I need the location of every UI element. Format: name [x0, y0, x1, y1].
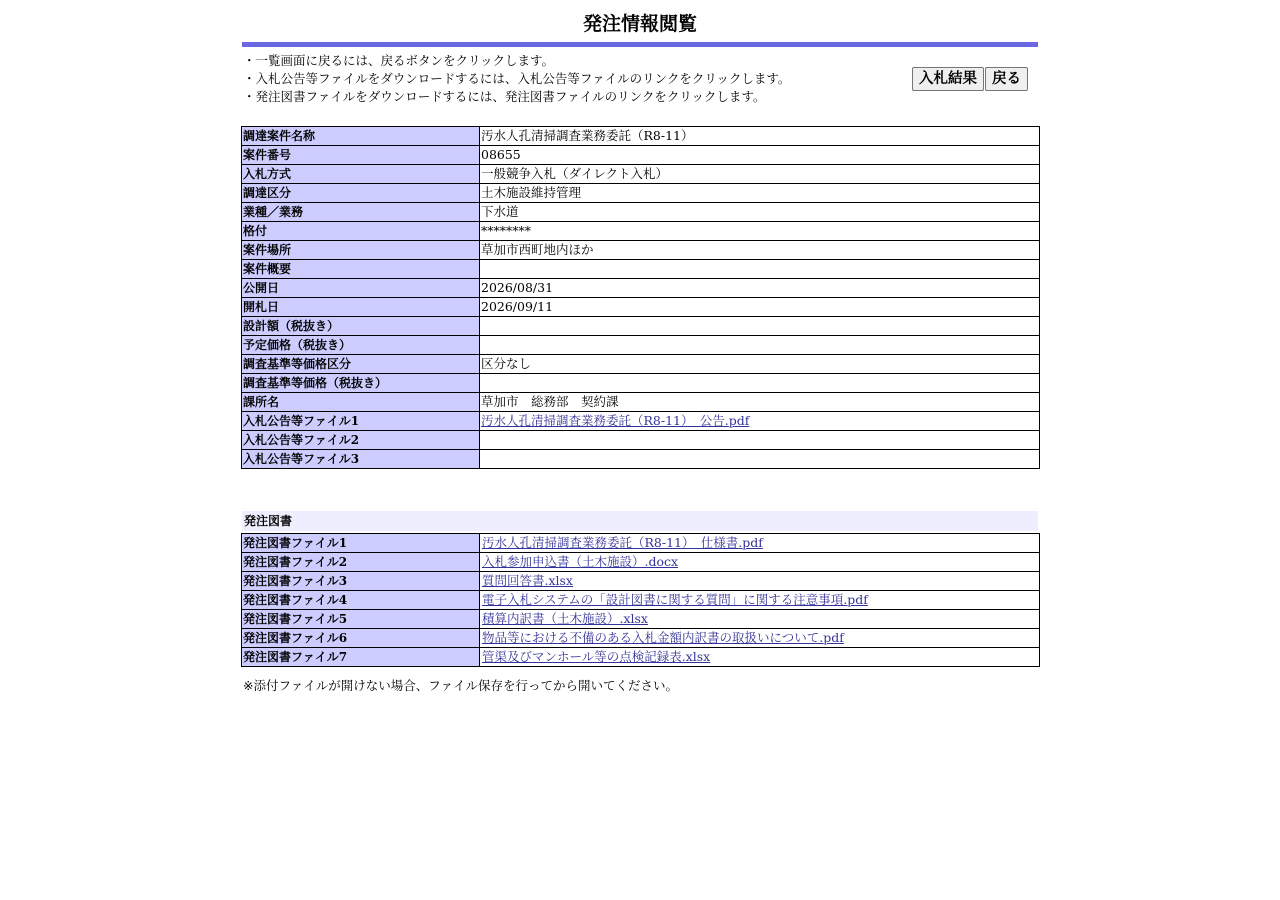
field-label: 入札公告等ファイル1	[242, 412, 480, 431]
details-row	[242, 317, 1040, 336]
details-row	[242, 355, 1040, 374]
file-download-link[interactable]: 電子入札システムの「設計図書に関する質問」に関する注意事項.pdf	[482, 592, 868, 607]
attachment-note: ※添付ファイルが開けない場合、ファイル保存を行ってから開いてください。	[243, 678, 678, 693]
field-label: 設計額（税抜き）	[242, 317, 480, 336]
title-divider	[242, 42, 1038, 47]
field-value	[480, 629, 1040, 648]
field-label: 案件場所	[242, 241, 480, 260]
field-value	[480, 317, 1040, 336]
field-label: 発注図書ファイル1	[242, 534, 480, 553]
details-row	[242, 184, 1040, 203]
button-group	[912, 67, 1029, 91]
details-row	[242, 279, 1040, 298]
field-value: 下水道	[480, 203, 1040, 222]
document-row	[242, 629, 1040, 648]
field-label: 予定価格（税抜き）	[242, 336, 480, 355]
details-row	[242, 146, 1040, 165]
page-title: 発注情報閲覧	[582, 13, 697, 35]
field-value	[480, 648, 1040, 667]
document-row	[242, 572, 1040, 591]
details-row	[242, 450, 1040, 469]
field-label: 業種／業務	[242, 203, 480, 222]
details-row	[242, 431, 1040, 450]
document-row	[242, 553, 1040, 572]
documents-section-title: 発注図書	[242, 511, 1038, 531]
field-value	[480, 591, 1040, 610]
file-download-link[interactable]: 入札参加申込書（土木施設）.docx	[482, 554, 679, 569]
details-table	[241, 126, 1040, 469]
field-label: 入札方式	[242, 165, 480, 184]
field-label: 発注図書ファイル2	[242, 553, 480, 572]
field-label: 発注図書ファイル6	[242, 629, 480, 648]
field-label: 入札公告等ファイル2	[242, 431, 480, 450]
field-value: 2026/08/31	[480, 279, 1040, 298]
field-value	[480, 553, 1040, 572]
document-row	[242, 610, 1040, 629]
details-row	[242, 203, 1040, 222]
field-label: 発注図書ファイル4	[242, 591, 480, 610]
instruction-notice-files: ・入札公告等ファイルをダウンロードするには、入札公告等ファイルのリンクをクリックします。	[243, 71, 791, 86]
file-download-link[interactable]: 管渠及びマンホール等の点検記録表.xlsx	[482, 649, 711, 664]
field-label: 入札公告等ファイル3	[242, 450, 480, 469]
file-download-link[interactable]: 積算内訳書（土木施設）.xlsx	[482, 611, 648, 626]
field-label: 調達区分	[242, 184, 480, 203]
field-value: 08655	[480, 146, 1040, 165]
file-download-link[interactable]: 汚水人孔清掃調査業務委託（R8-11） 仕様書.pdf	[482, 535, 763, 550]
details-row	[242, 412, 1040, 431]
details-row	[242, 241, 1040, 260]
field-value	[480, 374, 1040, 393]
field-value: 汚水人孔清掃調査業務委託（R8-11）	[480, 127, 1040, 146]
field-value	[480, 572, 1040, 591]
bid-results-button[interactable]: 入札結果	[912, 67, 984, 91]
field-value	[480, 260, 1040, 279]
field-value: 一般競争入札（ダイレクト入札）	[480, 165, 1040, 184]
field-label: 課所名	[242, 393, 480, 412]
back-button[interactable]: 戻る	[985, 67, 1028, 91]
details-row	[242, 336, 1040, 355]
details-row	[242, 127, 1040, 146]
field-value	[480, 534, 1040, 553]
field-label: 案件概要	[242, 260, 480, 279]
field-label: 公開日	[242, 279, 480, 298]
instructions	[243, 52, 790, 106]
document-row	[242, 648, 1040, 667]
field-label: 調達案件名称	[242, 127, 480, 146]
file-download-link[interactable]: 物品等における不備のある入札金額内訳書の取扱いについて.pdf	[482, 630, 844, 645]
field-value	[480, 450, 1040, 469]
document-row	[242, 534, 1040, 553]
details-row	[242, 165, 1040, 184]
field-label: 発注図書ファイル5	[242, 610, 480, 629]
field-label: 調査基準等価格区分	[242, 355, 480, 374]
details-row	[242, 393, 1040, 412]
field-value	[480, 431, 1040, 450]
field-value: 土木施設維持管理	[480, 184, 1040, 203]
field-label: 開札日	[242, 298, 480, 317]
field-value	[480, 336, 1040, 355]
details-row	[242, 374, 1040, 393]
field-value: 草加市西町地内ほか	[480, 241, 1040, 260]
field-value: 草加市 総務部 契約課	[480, 393, 1040, 412]
details-row	[242, 222, 1040, 241]
field-value: 区分なし	[480, 355, 1040, 374]
documents-table	[241, 533, 1040, 667]
field-value: ********	[480, 222, 1040, 241]
field-label: 案件番号	[242, 146, 480, 165]
instruction-back: ・一覧画面に戻るには、戻るボタンをクリックします。	[243, 53, 555, 68]
field-value	[480, 610, 1040, 629]
field-value	[480, 412, 1040, 431]
field-value: 2026/09/11	[480, 298, 1040, 317]
field-label: 発注図書ファイル3	[242, 572, 480, 591]
instruction-document-files: ・発注図書ファイルをダウンロードするには、発注図書ファイルのリンクをクリックします。	[243, 89, 766, 104]
field-label: 調査基準等価格（税抜き）	[242, 374, 480, 393]
field-label: 発注図書ファイル7	[242, 648, 480, 667]
file-download-link[interactable]: 質問回答書.xlsx	[482, 573, 573, 588]
document-row	[242, 591, 1040, 610]
details-row	[242, 298, 1040, 317]
details-row	[242, 260, 1040, 279]
field-label: 格付	[242, 222, 480, 241]
file-download-link[interactable]: 汚水人孔清掃調査業務委託（R8-11） 公告.pdf	[481, 413, 750, 428]
